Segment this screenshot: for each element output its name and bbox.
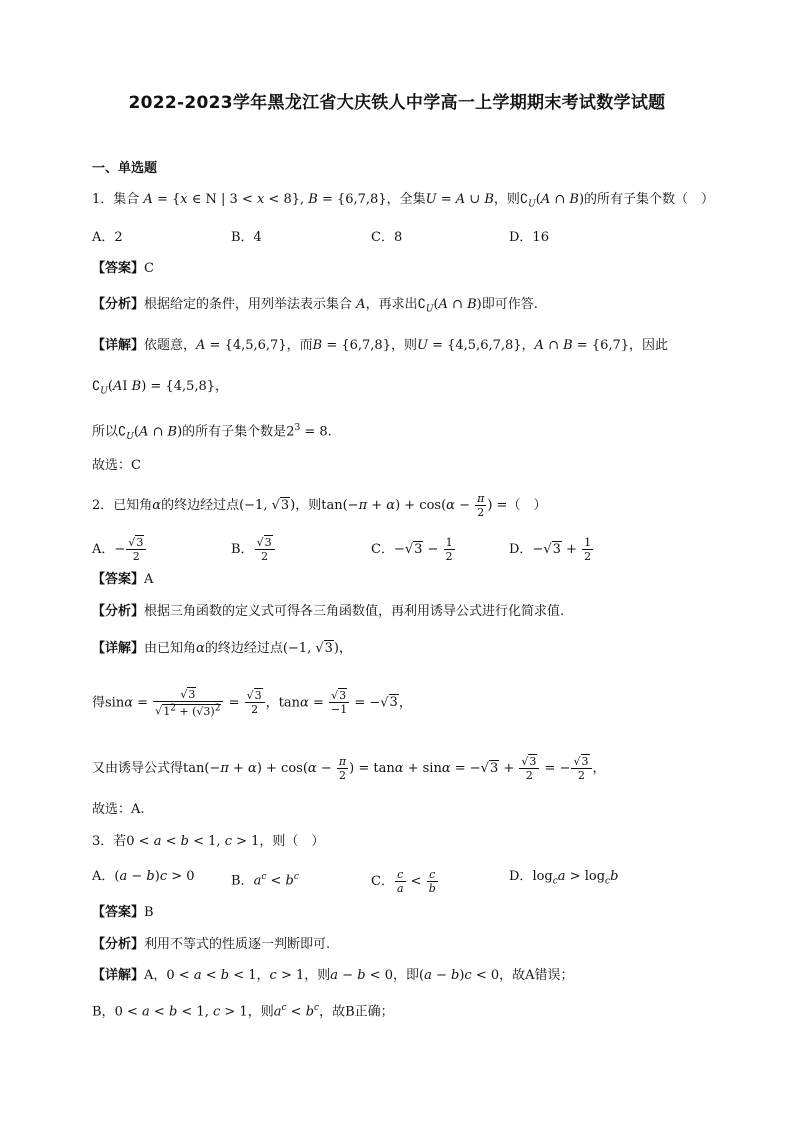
- q1-analysis: 【分析】根据给定的条件，用列举法表示集合 A，再求出$∁_U(A$ ∩ B)即可作答.: [92, 297, 538, 315]
- q1-option-a: A．2: [92, 230, 123, 245]
- q1-detail-line3: 所以$∁_U(A$ ∩ B)的所有子集个数是$2^3 = 8$.: [92, 423, 332, 442]
- q1-option-b: B．4: [231, 230, 262, 245]
- q2-option-a: A．− $\frac{√3}{2}$: [92, 536, 147, 563]
- q3-detail-line2: B，0 < a < b < 1, c > 1，则$a^c < b^c$，故B正确；: [92, 1003, 394, 1020]
- question-1-stem: 1．集合 A = {x ∈ N | 3 < x < 8}, B = {6,7,8}，全集U = A ∪ B，则$∁_U(A$ ∩ B)的所有子集个数（ ）: [92, 192, 715, 210]
- q1-answer: 【答案】C: [92, 261, 154, 276]
- q2-detail: 【详解】由已知角α的终边经过点(−1, √3)，: [92, 641, 352, 656]
- q2-answer: 【答案】A: [92, 572, 154, 587]
- question-2-stem: 2．已知角α的终边经过点(−1, √3)，则tan(−π + α) + cos(α − $\frac{\pi}{2}$ ) =（ ）: [92, 492, 547, 519]
- q3-option-c: C． $\frac{c}{a}$ < $\frac{c}{b}$: [371, 868, 436, 895]
- q2-option-b: B． $\frac{√3}{2}$: [231, 536, 276, 563]
- q1-detail: 【详解】依题意，A = {4,5,6,7}，而B = {6,7,8}，则U = {4,5,6,7,8}，A ∩ B = {6,7}，因此: [92, 338, 669, 353]
- q2-analysis: 【分析】根据三角函数的定义式可得各三角函数值，再利用诱导公式进行化简求值.: [92, 604, 565, 619]
- q3-analysis: 【分析】利用不等式的性质逐一判断即可.: [92, 937, 331, 952]
- q2-option-c: C．−√3 − $\frac{1}{2}$: [371, 536, 453, 563]
- section-heading: 一、单选题: [92, 161, 158, 176]
- q3-option-d: D．$\log_ca > \log_cb$: [509, 869, 619, 887]
- q2-detail-line3: 又由诱导公式得tan(−π + α) + cos(α − $\frac{\pi}{2}$ ) = tanα + sinα = −√3 + $\frac{√3}{2}$ = − $\frac{√3}{2}$ ，: [92, 755, 606, 782]
- q3-option-b: B．$a^c < b^c$: [231, 872, 299, 889]
- q3-detail: 【详解】A，0 < a < b < 1，c > 1，则a − b < 0，即(a − b)c < 0，故A错误；: [92, 968, 574, 983]
- page-title: 2022-2023学年黑龙江省大庆铁人中学高一上学期期末考试数学试题: [128, 93, 666, 113]
- question-3-stem: 3．若0 < a < b < 1, c > 1，则（ ）: [92, 834, 325, 849]
- q3-option-a: A．(a − b)c > 0: [92, 869, 195, 884]
- q3-answer: 【答案】B: [92, 905, 154, 920]
- q2-detail-line2: 得sinα = $\frac{√3}{√1^2 + (√3)^2}$ = $\frac{√3}{2}$ ，tanα = $\frac{√3}{-1}$ = −√3，: [92, 688, 412, 718]
- q1-detail-line2: $∁_U(AI$ B) = {4,5,8}，: [92, 379, 229, 397]
- q2-choice: 故选：A.: [92, 802, 145, 817]
- q1-option-c: C．8: [371, 230, 403, 245]
- q1-choice: 故选：C: [92, 458, 141, 473]
- q1-option-d: D．16: [509, 230, 549, 245]
- q2-option-d: D．−√3 + $\frac{1}{2}$: [509, 536, 592, 563]
